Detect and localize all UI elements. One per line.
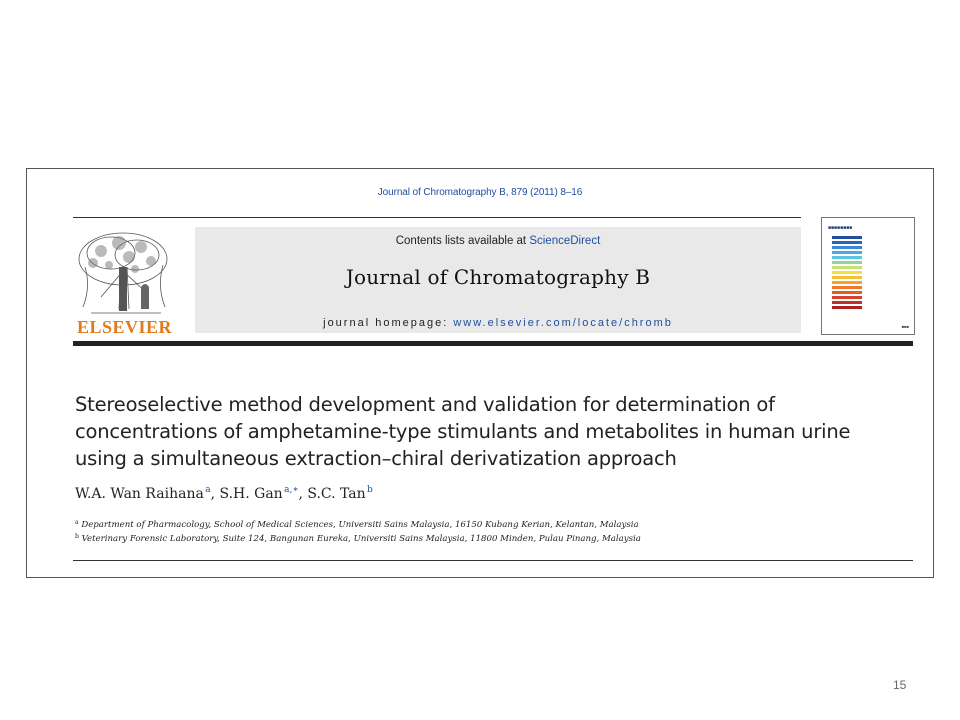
author-list: W.A. Wan Raihana $^a$, S.H. Gan $^{a,∗}$, S.C. Tan $^b$: [75, 485, 373, 502]
affiliation-mark: b: [75, 533, 79, 540]
top-rule: [73, 217, 801, 218]
journal-citation: Journal of Chromatography B, 879 (2011) 8–16: [377, 187, 583, 198]
affiliation-text: Veterinary Forensic Laboratory, Suite 124, Bangunan Eureka, Universiti Sains Malaysia, 11800 Minden, Pulau Pinang, Malaysia: [81, 534, 641, 544]
slide-page-number: 15: [893, 678, 907, 692]
title-line-2: concentrations of amphetamine-type stimulants and metabolites in human urine: [75, 420, 851, 443]
sciencedirect-link[interactable]: ScienceDirect: [529, 235, 601, 247]
title-line-3: using a simultaneous extraction–chiral derivatization approach: [75, 447, 677, 470]
affiliation-mark: a: [75, 519, 79, 526]
journal-title: Journal of Chromatography B: [345, 265, 651, 289]
homepage-url[interactable]: www.elsevier.com/locate/chromb: [453, 317, 673, 329]
thick-rule: [73, 341, 913, 346]
affiliation-text: Department of Pharmacology, School of Medical Sciences, Universiti Sains Malaysia, 16150 Kubang Kerian, Kelantan, Malaysia: [81, 520, 639, 530]
author-name: W.A. Wan Raihana: [75, 486, 204, 502]
contents-line: [195, 235, 801, 247]
author-name: S.H. Gan: [219, 486, 283, 502]
contents-prefix: Contents lists available at: [395, 235, 527, 247]
affiliation-b: [75, 533, 641, 544]
author-name: S.C. Tan: [307, 486, 366, 502]
cover-color-bars: [832, 236, 862, 311]
elsevier-wordmark: ELSEVIER: [77, 317, 173, 337]
article-header-screenshot: [26, 168, 934, 578]
author-affil-mark[interactable]: a,∗: [284, 485, 299, 495]
affiliation-a: [75, 519, 639, 530]
article-title: [75, 391, 915, 472]
journal-cover-thumbnail: [821, 217, 915, 335]
homepage-prefix: journal homepage:: [323, 317, 449, 329]
cover-title-graphic: ■■■■■■■■: [828, 225, 853, 231]
cover-badge: ■■■: [901, 324, 909, 329]
journal-banner: [195, 227, 801, 333]
homepage-line: [195, 317, 801, 329]
bottom-rule: [73, 560, 913, 561]
title-line-1: Stereoselective method development and validation for determination of: [75, 393, 775, 416]
author-affil-mark[interactable]: a: [205, 485, 211, 495]
author-affil-mark[interactable]: b: [367, 485, 373, 495]
